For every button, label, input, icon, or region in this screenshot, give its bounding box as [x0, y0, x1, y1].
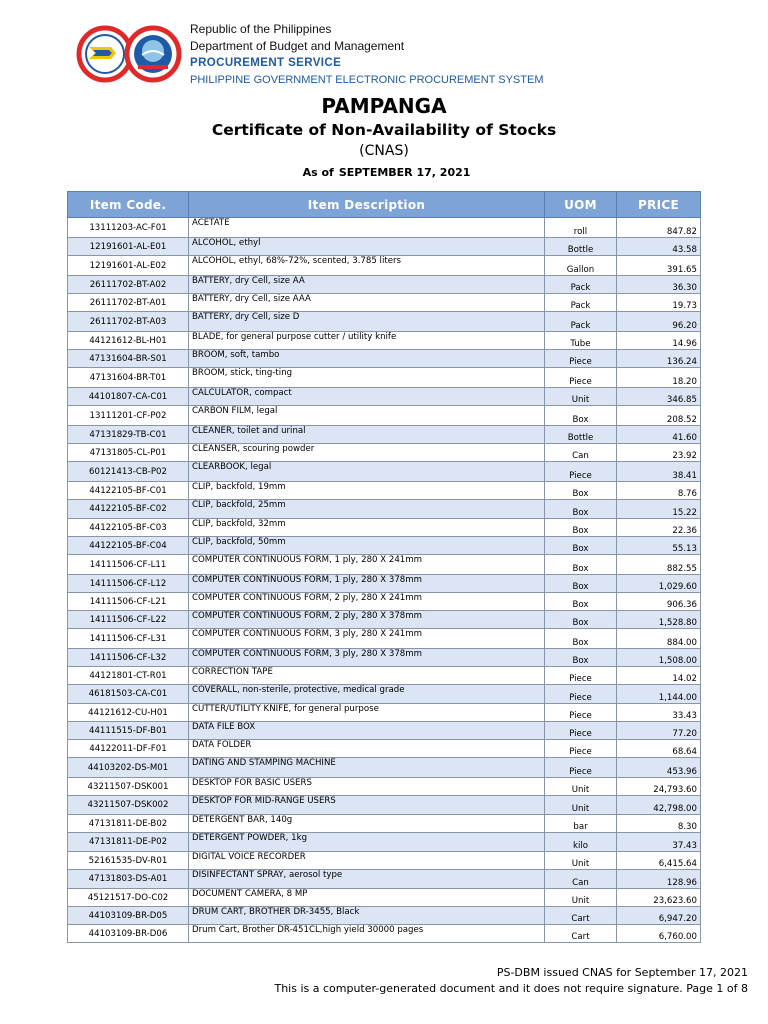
item-description-cell: CLIP, backfold, 19mm: [189, 482, 545, 500]
table-row: [68, 537, 701, 555]
uom-cell: Unit: [545, 852, 617, 870]
item-code-cell: 47131805-CL-P01: [68, 444, 189, 462]
uom-cell: Box: [545, 406, 617, 426]
price-cell: 1,508.00: [617, 649, 701, 667]
item-code-cell: 12191601-AL-E01: [68, 238, 189, 256]
item-description-cell: COMPUTER CONTINUOUS FORM, 2 ply, 280 X 241mm: [189, 593, 545, 611]
item-description-cell: COMPUTER CONTINUOUS FORM, 3 ply, 280 X 241mm: [189, 629, 545, 649]
system-text: PHILIPPINE GOVERNMENT ELECTRONIC PROCUREMENT SYSTEM: [190, 74, 544, 86]
table-body: [68, 218, 701, 943]
item-code-cell: 44121612-CU-H01: [68, 704, 189, 722]
item-code-cell: 14111506-CF-L12: [68, 575, 189, 593]
as-of-label: As of: [302, 166, 334, 179]
item-code-cell: 44121801-CT-R01: [68, 667, 189, 685]
item-description-cell: DETERGENT POWDER, 1kg: [189, 833, 545, 852]
price-cell: 33.43: [617, 704, 701, 722]
stocks-table: [67, 191, 701, 943]
table-row: [68, 889, 701, 907]
item-description-cell: DESKTOP FOR MID-RANGE USERS: [189, 796, 545, 815]
table-row: [68, 444, 701, 462]
item-description-cell: DESKTOP FOR BASIC USERS: [189, 778, 545, 796]
item-description-cell: ACETATE: [189, 218, 545, 238]
uom-cell: kilo: [545, 833, 617, 852]
table-row: [68, 740, 701, 758]
certificate-title: Certificate of Non-Availability of Stocks: [211, 121, 557, 139]
price-cell: 23,623.60: [617, 889, 701, 907]
item-description-cell: COMPUTER CONTINUOUS FORM, 3 ply, 280 X 378mm: [189, 649, 545, 667]
item-code-cell: 44103109-BR-D05: [68, 907, 189, 925]
uom-cell: Pack: [545, 312, 617, 332]
price-cell: 24,793.60: [617, 778, 701, 796]
price-cell: 23.92: [617, 444, 701, 462]
uom-cell: Box: [545, 575, 617, 593]
uom-cell: Pack: [545, 294, 617, 312]
uom-cell: Can: [545, 444, 617, 462]
item-description-cell: DATING AND STAMPING MACHINE: [189, 758, 545, 778]
item-code-cell: 12191601-AL-E02: [68, 256, 189, 276]
item-description-cell: DATA FILE BOX: [189, 722, 545, 740]
department-text: Department of Budget and Management: [190, 39, 405, 53]
item-description-cell: DRUM CART, BROTHER DR-3455, Black: [189, 907, 545, 925]
col-header-item-description: Item Description: [189, 192, 545, 218]
table-row: [68, 629, 701, 649]
item-code-cell: 43211507-DSK001: [68, 778, 189, 796]
price-cell: 19.73: [617, 294, 701, 312]
item-description-cell: CUTTER/UTILITY KNIFE, for general purpose: [189, 704, 545, 722]
item-code-cell: 26111702-BT-A03: [68, 312, 189, 332]
table-row: [68, 350, 701, 368]
item-description-cell: CLIP, backfold, 25mm: [189, 500, 545, 519]
item-code-cell: 14111506-CF-L22: [68, 611, 189, 629]
item-code-cell: 44122011-DF-F01: [68, 740, 189, 758]
item-description-cell: DISINFECTANT SPRAY, aerosol type: [189, 870, 545, 889]
uom-cell: Box: [545, 519, 617, 537]
item-code-cell: 44103109-BR-D06: [68, 925, 189, 943]
table-row: [68, 685, 701, 704]
uom-cell: Piece: [545, 704, 617, 722]
item-code-cell: 47131811-DE-B02: [68, 815, 189, 833]
uom-cell: Unit: [545, 778, 617, 796]
item-description-cell: DETERGENT BAR, 140g: [189, 815, 545, 833]
item-description-cell: ALCOHOL, ethyl, 68%-72%, scented, 3.785 liters: [189, 256, 545, 276]
price-cell: 14.02: [617, 667, 701, 685]
table-row: [68, 426, 701, 444]
item-code-cell: 44122105-BF-C03: [68, 519, 189, 537]
uom-cell: Box: [545, 482, 617, 500]
uom-cell: Tube: [545, 332, 617, 350]
price-cell: 8.30: [617, 815, 701, 833]
item-code-cell: 60121413-CB-P02: [68, 462, 189, 482]
table-row: [68, 667, 701, 685]
item-code-cell: 14111506-CF-L21: [68, 593, 189, 611]
uom-cell: bar: [545, 815, 617, 833]
item-description-cell: ALCOHOL, ethyl: [189, 238, 545, 256]
item-code-cell: 13111201-CF-P02: [68, 406, 189, 426]
province-title: PAMPANGA: [321, 94, 447, 118]
item-code-cell: 44101807-CA-C01: [68, 388, 189, 406]
price-cell: 41.60: [617, 426, 701, 444]
table-row: [68, 593, 701, 611]
price-cell: 36.30: [617, 276, 701, 294]
price-cell: 8.76: [617, 482, 701, 500]
price-cell: 15.22: [617, 500, 701, 519]
uom-cell: Gallon: [545, 256, 617, 276]
issued-note: PS-DBM issued CNAS for September 17, 2021: [496, 966, 748, 979]
price-cell: 346.85: [617, 388, 701, 406]
item-description-cell: COMPUTER CONTINUOUS FORM, 2 ply, 280 X 378mm: [189, 611, 545, 629]
table-row: [68, 852, 701, 870]
signature-note: This is a computer-generated document and it does not require signature. Page 1 of 8: [274, 982, 748, 995]
item-description-cell: BATTERY, dry Cell, size AAA: [189, 294, 545, 312]
item-description-cell: DOCUMENT CAMERA, 8 MP: [189, 889, 545, 907]
item-code-cell: 44103202-DS-M01: [68, 758, 189, 778]
table-row: [68, 907, 701, 925]
price-cell: 38.41: [617, 462, 701, 482]
item-description-cell: CLEARBOOK, legal: [189, 462, 545, 482]
item-description-cell: CLEANSER, scouring powder: [189, 444, 545, 462]
republic-text: Republic of the Philippines: [190, 22, 332, 36]
as-of-date: SEPTEMBER 17, 2021: [338, 166, 471, 179]
price-cell: 847.82: [617, 218, 701, 238]
price-cell: 1,528.80: [617, 611, 701, 629]
uom-cell: Piece: [545, 368, 617, 388]
uom-cell: Piece: [545, 740, 617, 758]
price-cell: 391.65: [617, 256, 701, 276]
item-code-cell: 14111506-CF-L32: [68, 649, 189, 667]
table-row: [68, 238, 701, 256]
item-description-cell: COVERALL, non-sterile, protective, medical grade: [189, 685, 545, 704]
item-code-cell: 47131604-BR-S01: [68, 350, 189, 368]
uom-cell: Cart: [545, 925, 617, 943]
price-cell: 6,760.00: [617, 925, 701, 943]
table-row: [68, 815, 701, 833]
item-code-cell: 52161535-DV-R01: [68, 852, 189, 870]
uom-cell: Cart: [545, 907, 617, 925]
table-row: [68, 500, 701, 519]
price-cell: 14.96: [617, 332, 701, 350]
item-description-cell: CLIP, backfold, 50mm: [189, 537, 545, 555]
item-code-cell: 47131811-DE-P02: [68, 833, 189, 852]
certificate-abbreviation: (CNAS): [359, 143, 409, 159]
price-cell: 1,144.00: [617, 685, 701, 704]
uom-cell: Piece: [545, 462, 617, 482]
item-code-cell: 47131829-TB-C01: [68, 426, 189, 444]
table-row: [68, 611, 701, 629]
item-description-cell: CARBON FILM, legal: [189, 406, 545, 426]
table-row: [68, 406, 701, 426]
uom-cell: Unit: [545, 796, 617, 815]
table-row: [68, 388, 701, 406]
item-description-cell: CORRECTION TAPE: [189, 667, 545, 685]
item-code-cell: 14111506-CF-L11: [68, 555, 189, 575]
item-code-cell: 44111515-DF-B01: [68, 722, 189, 740]
price-cell: 906.36: [617, 593, 701, 611]
price-cell: 68.64: [617, 740, 701, 758]
item-description-cell: COMPUTER CONTINUOUS FORM, 1 ply, 280 X 378mm: [189, 575, 545, 593]
table-row: [68, 796, 701, 815]
uom-cell: Bottle: [545, 426, 617, 444]
uom-cell: Can: [545, 870, 617, 889]
item-code-cell: 44121612-BL-H01: [68, 332, 189, 350]
uom-cell: Box: [545, 611, 617, 629]
item-description-cell: BROOM, stick, ting-ting: [189, 368, 545, 388]
uom-cell: Box: [545, 593, 617, 611]
uom-cell: Piece: [545, 722, 617, 740]
price-cell: 882.55: [617, 555, 701, 575]
item-code-cell: 13111203-AC-F01: [68, 218, 189, 238]
uom-cell: Piece: [545, 685, 617, 704]
uom-cell: Box: [545, 649, 617, 667]
table-row: [68, 925, 701, 943]
uom-cell: Piece: [545, 667, 617, 685]
item-code-cell: 14111506-CF-L31: [68, 629, 189, 649]
price-cell: 136.24: [617, 350, 701, 368]
table-row: [68, 276, 701, 294]
item-description-cell: BLADE, for general purpose cutter / utility knife: [189, 332, 545, 350]
item-code-cell: 26111702-BT-A01: [68, 294, 189, 312]
price-cell: 55.13: [617, 537, 701, 555]
price-cell: 96.20: [617, 312, 701, 332]
table-row: [68, 294, 701, 312]
item-description-cell: CLIP, backfold, 32mm: [189, 519, 545, 537]
table-row: [68, 555, 701, 575]
uom-cell: Box: [545, 500, 617, 519]
table-row: [68, 312, 701, 332]
item-description-cell: BROOM, soft, tambo: [189, 350, 545, 368]
item-description-cell: BATTERY, dry Cell, size AA: [189, 276, 545, 294]
item-description-cell: BATTERY, dry Cell, size D: [189, 312, 545, 332]
item-code-cell: 44122105-BF-C01: [68, 482, 189, 500]
price-cell: 208.52: [617, 406, 701, 426]
col-header-price: PRICE: [617, 192, 701, 218]
col-header-uom: UOM: [545, 192, 617, 218]
price-cell: 22.36: [617, 519, 701, 537]
item-description-cell: COMPUTER CONTINUOUS FORM, 1 ply, 280 X 241mm: [189, 555, 545, 575]
item-code-cell: 46181503-CA-C01: [68, 685, 189, 704]
item-code-cell: 47131803-DS-A01: [68, 870, 189, 889]
table-row: [68, 704, 701, 722]
price-cell: 18.20: [617, 368, 701, 388]
table-row: [68, 758, 701, 778]
uom-cell: Bottle: [545, 238, 617, 256]
table-row: [68, 833, 701, 852]
table-row: [68, 870, 701, 889]
item-code-cell: 44122105-BF-C02: [68, 500, 189, 519]
item-description-cell: CALCULATOR, compact: [189, 388, 545, 406]
price-cell: 6,947.20: [617, 907, 701, 925]
item-code-cell: 43211507-DSK002: [68, 796, 189, 815]
agency-header: [190, 21, 543, 89]
item-description-cell: DATA FOLDER: [189, 740, 545, 758]
table-row: [68, 778, 701, 796]
uom-cell: Box: [545, 555, 617, 575]
price-cell: 884.00: [617, 629, 701, 649]
table-row: [68, 462, 701, 482]
price-cell: 128.96: [617, 870, 701, 889]
price-cell: 77.20: [617, 722, 701, 740]
table-row: [68, 482, 701, 500]
item-code-cell: 26111702-BT-A02: [68, 276, 189, 294]
item-description-cell: Drum Cart, Brother DR-451CL,high yield 30000 pages: [189, 925, 545, 943]
table-row: [68, 649, 701, 667]
as-of-line: [0, 166, 768, 179]
uom-cell: Unit: [545, 388, 617, 406]
uom-cell: Box: [545, 537, 617, 555]
uom-cell: Unit: [545, 889, 617, 907]
table-header-row: [68, 192, 701, 218]
uom-cell: Piece: [545, 350, 617, 368]
table-row: [68, 332, 701, 350]
item-code-cell: 44122105-BF-C04: [68, 537, 189, 555]
table-row: [68, 519, 701, 537]
service-text: PROCUREMENT SERVICE: [190, 57, 342, 69]
price-cell: 43.58: [617, 238, 701, 256]
price-cell: 37.43: [617, 833, 701, 852]
table-row: [68, 575, 701, 593]
table-row: [68, 722, 701, 740]
ps-dbm-logo: [76, 25, 182, 83]
table-row: [68, 368, 701, 388]
price-cell: 42,798.00: [617, 796, 701, 815]
uom-cell: Box: [545, 629, 617, 649]
item-code-cell: 45121517-DO-C02: [68, 889, 189, 907]
uom-cell: Piece: [545, 758, 617, 778]
item-code-cell: 47131604-BR-T01: [68, 368, 189, 388]
table-row: [68, 218, 701, 238]
price-cell: 1,029.60: [617, 575, 701, 593]
col-header-item-code: Item Code.: [68, 192, 189, 218]
item-description-cell: CLEANER, toilet and urinal: [189, 426, 545, 444]
price-cell: 453.96: [617, 758, 701, 778]
price-cell: 6,415.64: [617, 852, 701, 870]
table-row: [68, 256, 701, 276]
uom-cell: roll: [545, 218, 617, 238]
item-description-cell: DIGITAL VOICE RECORDER: [189, 852, 545, 870]
uom-cell: Pack: [545, 276, 617, 294]
